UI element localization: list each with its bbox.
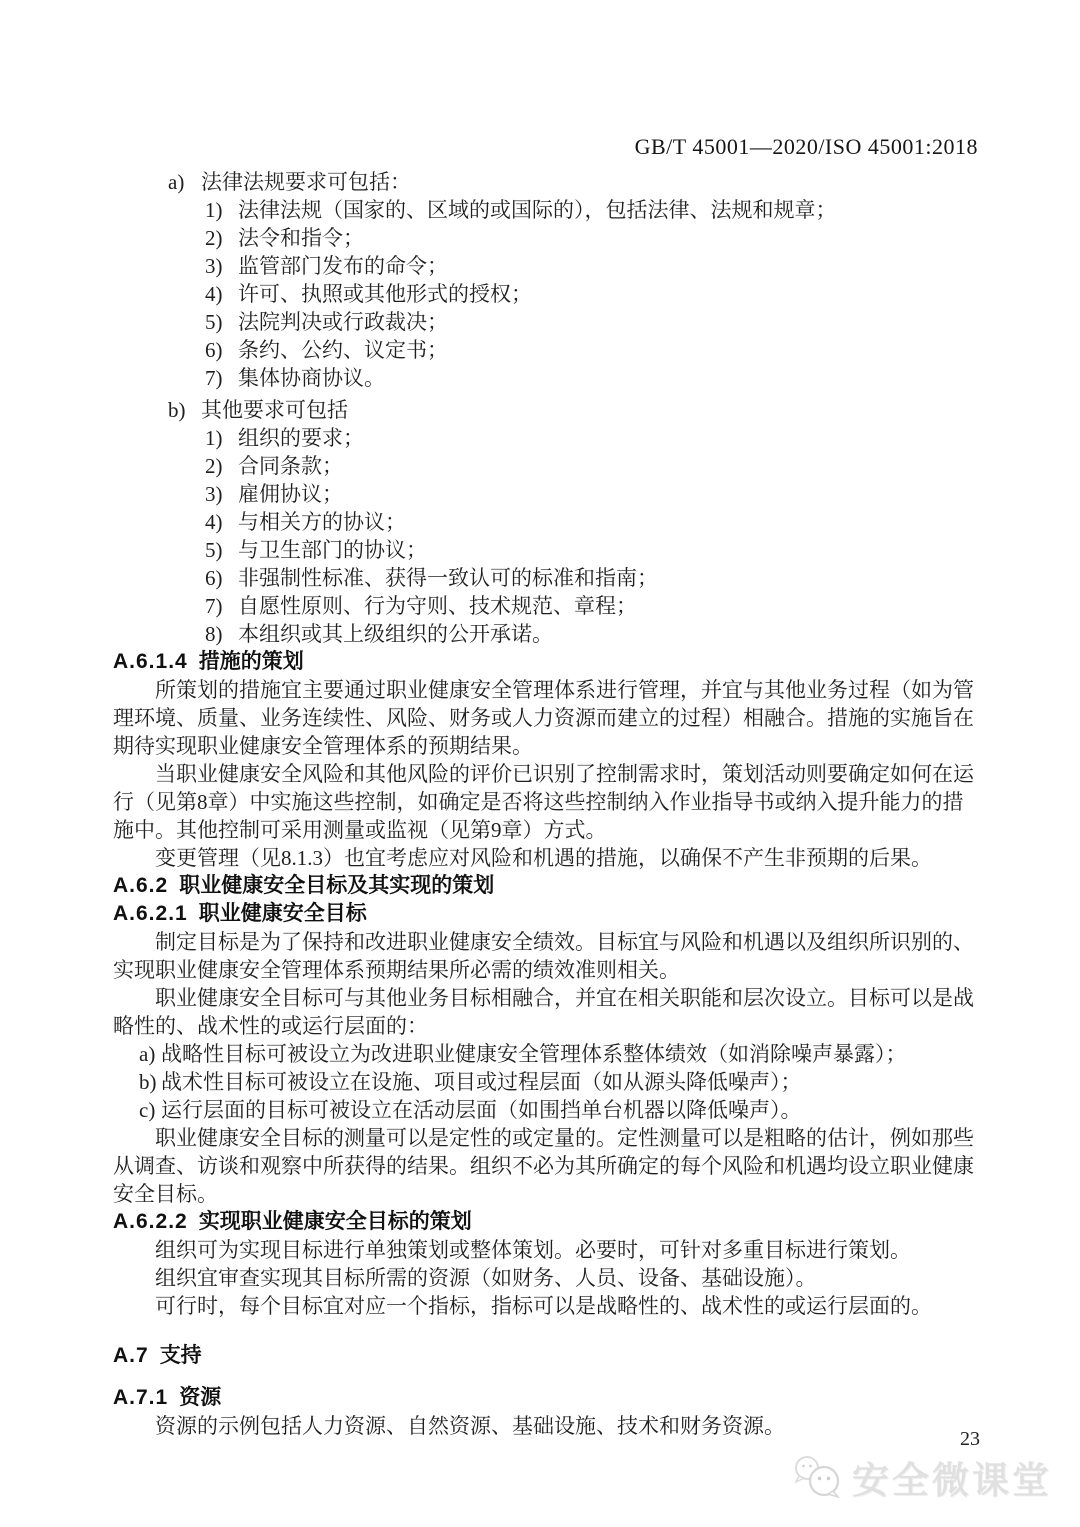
list-item <box>113 336 979 364</box>
section-heading-a614 <box>113 648 979 676</box>
list-marker: 6) <box>205 338 223 362</box>
paragraph: 所策划的措施宜主要通过职业健康安全管理体系进行管理，并宜与其他业务过程（如为管理环境、质量、业务连续性、风险、财务或人力资源而建立的过程）相融合。措施的实施旨在期待实现职业健康安全管理体系的预期结果。 <box>113 678 974 758</box>
list-item-text: 与卫生部门的协议； <box>238 538 427 562</box>
section-number: A.6.1.4 <box>113 650 188 673</box>
list-item <box>113 308 979 336</box>
list-marker: 3) <box>205 482 223 506</box>
list-item-text: 合同条款； <box>238 454 343 478</box>
section-title: 实现职业健康安全目标的策划 <box>198 1210 472 1233</box>
other-requirements-list <box>113 396 979 648</box>
list-item <box>113 196 979 224</box>
list-item-text: 监管部门发布的命令； <box>238 254 448 278</box>
section-number: A.6.2.1 <box>113 902 188 925</box>
section-heading-a71 <box>113 1384 979 1412</box>
list-item-text: 与相关方的协议； <box>238 510 406 534</box>
list-item <box>113 396 979 424</box>
list-marker: b) <box>168 398 186 422</box>
section-title: 资源 <box>179 1386 222 1409</box>
section-number: A.6.2 <box>113 874 169 897</box>
list-marker: 5) <box>205 310 223 334</box>
section-heading-a62 <box>113 872 979 900</box>
section-title: 职业健康安全目标及其实现的策划 <box>179 874 495 897</box>
list-marker: 2) <box>205 454 223 478</box>
watermark-text: 安全微课堂 <box>852 1460 1052 1501</box>
list-item-text: 雇佣协议； <box>238 482 343 506</box>
list-item <box>113 620 979 648</box>
list-item <box>113 564 979 592</box>
list-marker: 6) <box>205 566 223 590</box>
paragraph: 资源的示例包括人力资源、自然资源、基础设施、技术和财务资源。 <box>155 1414 785 1438</box>
watermark <box>792 1450 1052 1504</box>
paragraph: 组织宜审查实现其目标所需的资源（如财务、人员、设备、基础设施）。 <box>155 1266 817 1290</box>
list-marker: 1) <box>205 198 223 222</box>
list-item-text: 法院判决或行政裁决； <box>238 310 448 334</box>
paragraph: 制定目标是为了保持和改进职业健康安全绩效。目标宜与风险和机遇以及组织所识别的、实现职业健康安全管理体系预期结果所必需的绩效准则相关。 <box>113 930 974 982</box>
list-item-text: 法律法规要求可包括： <box>201 170 411 194</box>
paragraph: 变更管理（见8.1.3）也宜考虑应对风险和机遇的措施，以确保不产生非预期的后果。 <box>155 846 932 870</box>
list-marker: 8) <box>205 622 223 646</box>
list-item-text: 战术性目标可被设立在设施、项目或过程层面（如从源头降低噪声）； <box>161 1070 802 1094</box>
list-item-text: 集体协商协议。 <box>238 366 385 390</box>
list-item <box>113 508 979 536</box>
section-title: 职业健康安全目标 <box>198 902 367 925</box>
list-item <box>113 1040 979 1068</box>
list-item <box>113 1068 979 1096</box>
list-item-text: 组织的要求； <box>238 426 364 450</box>
list-item <box>113 480 979 508</box>
objectives-levels-list <box>113 1040 979 1124</box>
list-item <box>113 1096 979 1124</box>
list-item <box>113 592 979 620</box>
list-marker: 7) <box>205 366 223 390</box>
list-item-text: 许可、执照或其他形式的授权； <box>238 282 532 306</box>
paragraph: 职业健康安全目标可与其他业务目标相融合，并宜在相关职能和层次设立。目标可以是战略性的、战术性的或运行层面的： <box>113 986 974 1038</box>
page-content <box>113 168 979 1440</box>
list-item-text: 非强制性标准、获得一致认可的标准和指南； <box>238 566 658 590</box>
list-item <box>113 252 979 280</box>
section-number: A.7 <box>113 1344 149 1367</box>
list-item <box>113 536 979 564</box>
list-marker: 7) <box>205 594 223 618</box>
list-item <box>113 364 979 392</box>
list-item <box>113 452 979 480</box>
list-item <box>113 224 979 252</box>
list-marker: 1) <box>205 426 223 450</box>
list-marker: b) <box>139 1070 157 1094</box>
list-marker: 4) <box>205 282 223 306</box>
section-heading-a621 <box>113 900 979 928</box>
list-marker: 2) <box>205 226 223 250</box>
section-title: 支持 <box>159 1344 202 1367</box>
list-marker: 3) <box>205 254 223 278</box>
list-item-text: 法令和指令； <box>238 226 364 250</box>
list-item-text: 运行层面的目标可被设立在活动层面（如围挡单台机器以降低噪声）。 <box>161 1098 802 1122</box>
section-number: A.6.2.2 <box>113 1210 188 1233</box>
legal-requirements-list <box>113 168 979 392</box>
list-marker: a) <box>139 1042 156 1066</box>
paragraph: 可行时，每个目标宜对应一个指标，指标可以是战略性的、战术性的或运行层面的。 <box>155 1294 932 1318</box>
paragraph: 当职业健康安全风险和其他风险的评价已识别了控制需求时，策划活动则要确定如何在运行（见第8章）中实施这些控制，如确定是否将这些控制纳入作业指导书或纳入提升能力的措施中。其他控制可采用测量或监视（见第9章）方式。 <box>113 762 974 842</box>
list-item <box>113 280 979 308</box>
list-marker: 4) <box>205 510 223 534</box>
list-item <box>113 424 979 452</box>
paragraph: 组织可为实现目标进行单独策划或整体策划。必要时，可针对多重目标进行策划。 <box>155 1238 911 1262</box>
list-item-text: 战略性目标可被设立为改进职业健康安全管理体系整体绩效（如消除噪声暴露）； <box>161 1042 907 1066</box>
list-marker: a) <box>168 170 185 194</box>
section-heading-a7 <box>113 1342 979 1370</box>
list-item-text: 自愿性原则、行为守则、技术规范、章程； <box>238 594 637 618</box>
list-item <box>113 168 979 196</box>
list-item-text: 其他要求可包括 <box>201 398 348 422</box>
paragraph: 职业健康安全目标的测量可以是定性的或定量的。定性测量可以是粗略的估计，例如那些从调查、访谈和观察中所获得的结果。组织不必为其所确定的每个风险和机遇均设立职业健康安全目标。 <box>113 1126 974 1206</box>
list-marker: 5) <box>205 538 223 562</box>
section-number: A.7.1 <box>113 1386 169 1409</box>
section-title: 措施的策划 <box>198 650 304 673</box>
list-item-text: 本组织或其上级组织的公开承诺。 <box>238 622 553 646</box>
section-heading-a622 <box>113 1208 979 1236</box>
doc-number: GB/T 45001—2020/ISO 45001:2018 <box>634 134 978 159</box>
list-item-text: 条约、公约、议定书； <box>238 338 448 362</box>
list-marker: c) <box>139 1098 156 1122</box>
list-item-text: 法律法规（国家的、区域的或国际的），包括法律、法规和规章； <box>238 198 837 222</box>
chat-bubbles-icon <box>792 1454 844 1500</box>
page-number: 23 <box>960 1428 980 1450</box>
